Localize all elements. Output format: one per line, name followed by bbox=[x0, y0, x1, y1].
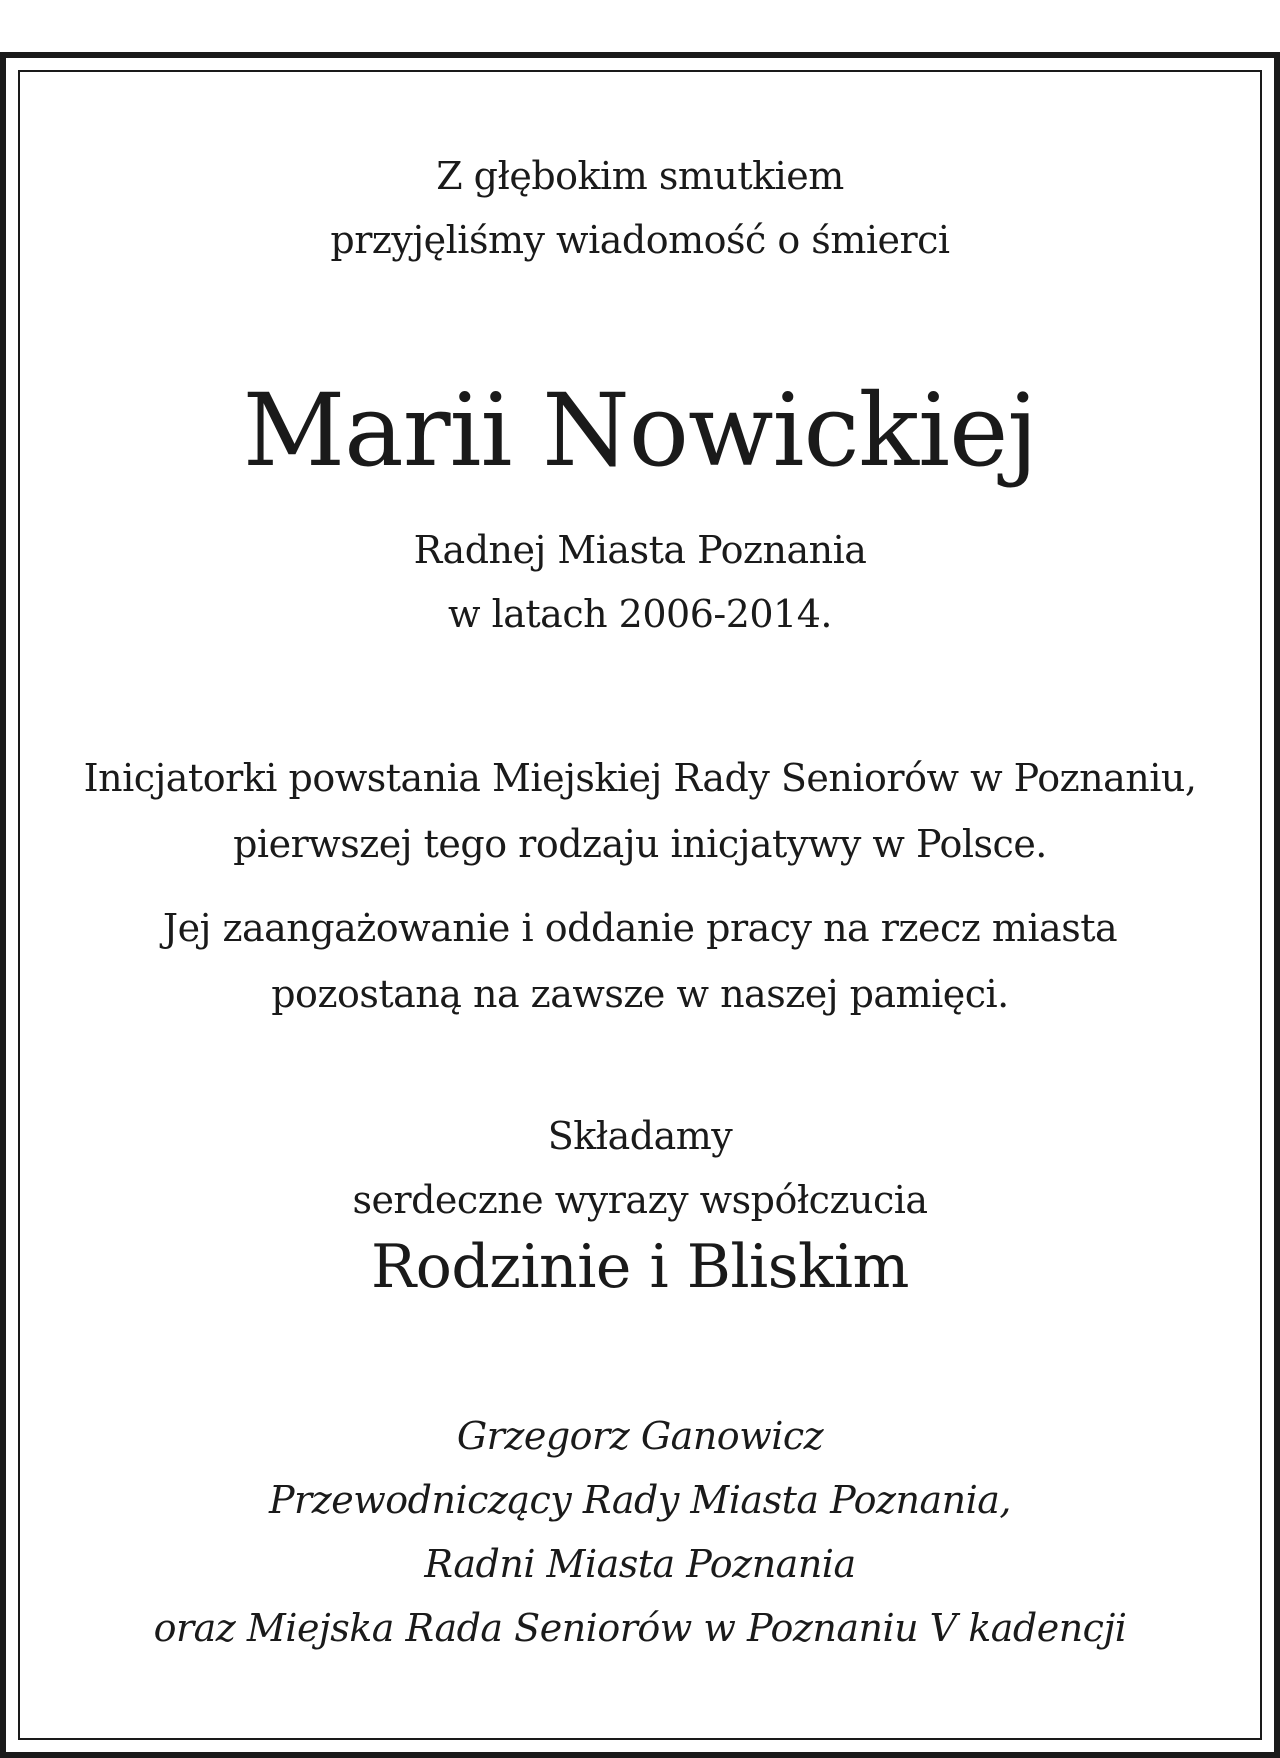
memory-line-1: Jej zaangażowanie i oddanie pracy na rzecz miasta bbox=[162, 906, 1118, 950]
obituary-content bbox=[20, 72, 1260, 1738]
condolences-line-2: serdeczne wyrazy współczucia bbox=[352, 1178, 928, 1222]
signature-line-3: Radni Miasta Poznania bbox=[424, 1542, 856, 1586]
initiative-line-1: Inicjatorki powstania Miejskiej Rady Seniorów w Poznaniu, bbox=[83, 756, 1197, 800]
condolences-recipients: Rodzinie i Bliskim bbox=[371, 1232, 909, 1302]
intro-line-1: Z głębokim smutkiem bbox=[436, 154, 844, 198]
signature-line-1: Grzegorz Ganowicz bbox=[456, 1414, 824, 1458]
deceased-name: Marii Nowickiej bbox=[242, 372, 1038, 489]
condolences-line-1: Składamy bbox=[547, 1114, 733, 1158]
intro-line-2: przyjęliśmy wiadomość o śmierci bbox=[330, 218, 950, 262]
initiative-line-2: pierwszej tego rodzaju inicjatywy w Polsce. bbox=[233, 822, 1047, 866]
obituary-inner-frame bbox=[18, 70, 1262, 1740]
signature-line-4: oraz Miejska Rada Seniorów w Poznaniu V kadencji bbox=[153, 1606, 1127, 1650]
signature-line-2: Przewodniczący Rady Miasta Poznania, bbox=[268, 1478, 1012, 1522]
role-line-1: Radnej Miasta Poznania bbox=[413, 528, 867, 572]
role-line-2: w latach 2006-2014. bbox=[447, 592, 832, 636]
memory-line-2: pozostaną na zawsze w naszej pamięci. bbox=[271, 972, 1009, 1016]
obituary-outer-frame bbox=[0, 52, 1280, 1758]
